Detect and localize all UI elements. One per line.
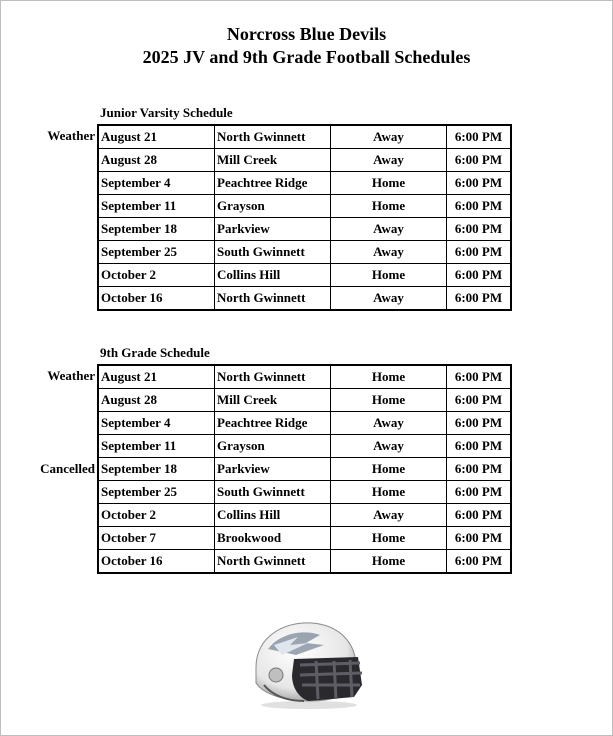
location-cell: Away <box>331 504 447 527</box>
date-cell: August 28 <box>98 389 215 412</box>
location-cell: Home <box>331 481 447 504</box>
opponent-cell: Collins Hill <box>215 504 331 527</box>
table-row <box>98 412 511 435</box>
date-cell: October 2 <box>98 504 215 527</box>
ninth-schedule-table <box>97 364 512 574</box>
ninth-schedule-title: 9th Grade Schedule <box>100 345 210 360</box>
table-row <box>98 218 511 241</box>
date-cell: September 11 <box>98 435 215 458</box>
date-cell: September 18 <box>98 458 215 481</box>
opponent-cell: Grayson <box>215 195 331 218</box>
time-cell: 6:00 PM <box>447 287 512 311</box>
table-row <box>98 504 511 527</box>
page-title: Norcross Blue Devils <box>226 24 387 44</box>
date-cell: September 25 <box>98 481 215 504</box>
game-status-note: Cancelled <box>40 460 95 476</box>
jv-schedule-title: Junior Varsity Schedule <box>100 105 233 120</box>
opponent-cell: South Gwinnett <box>215 241 331 264</box>
time-cell: 6:00 PM <box>447 481 512 504</box>
time-cell: 6:00 PM <box>447 195 512 218</box>
date-cell: September 4 <box>98 412 215 435</box>
opponent-cell: Peachtree Ridge <box>215 412 331 435</box>
location-cell: Away <box>331 125 447 149</box>
table-row <box>98 527 511 550</box>
time-cell: 6:00 PM <box>447 389 512 412</box>
location-cell: Away <box>331 287 447 311</box>
time-cell: 6:00 PM <box>447 458 512 481</box>
location-cell: Home <box>331 195 447 218</box>
location-cell: Home <box>331 264 447 287</box>
date-cell: August 28 <box>98 149 215 172</box>
opponent-cell: Mill Creek <box>215 149 331 172</box>
location-cell: Away <box>331 435 447 458</box>
opponent-cell: Grayson <box>215 435 331 458</box>
location-cell: Home <box>331 550 447 574</box>
date-cell: September 11 <box>98 195 215 218</box>
time-cell: 6:00 PM <box>447 550 512 574</box>
table-row <box>98 365 511 389</box>
table-row <box>98 458 511 481</box>
game-status-note: Weather <box>47 128 95 143</box>
opponent-cell: North Gwinnett <box>215 125 331 149</box>
table-row <box>98 481 511 504</box>
opponent-cell: Parkview <box>215 218 331 241</box>
time-cell: 6:00 PM <box>447 435 512 458</box>
table-row <box>98 287 511 311</box>
table-row <box>98 550 511 574</box>
location-cell: Away <box>331 149 447 172</box>
location-cell: Away <box>331 218 447 241</box>
date-cell: September 18 <box>98 218 215 241</box>
time-cell: 6:00 PM <box>447 125 512 149</box>
game-status-note: Weather <box>47 368 95 383</box>
opponent-cell: Peachtree Ridge <box>215 172 331 195</box>
table-row <box>98 149 511 172</box>
date-cell: October 16 <box>98 550 215 574</box>
opponent-cell: Parkview <box>215 458 331 481</box>
opponent-cell: Brookwood <box>215 527 331 550</box>
time-cell: 6:00 PM <box>447 172 512 195</box>
table-row <box>98 195 511 218</box>
time-cell: 6:00 PM <box>447 264 512 287</box>
time-cell: 6:00 PM <box>447 504 512 527</box>
location-cell: Home <box>331 172 447 195</box>
table-row <box>98 241 511 264</box>
location-cell: Home <box>331 389 447 412</box>
date-cell: October 16 <box>98 287 215 311</box>
football-helmet-icon <box>246 615 372 710</box>
table-row <box>98 172 511 195</box>
opponent-cell: Mill Creek <box>215 389 331 412</box>
page-subtitle: 2025 JV and 9th Grade Football Schedules <box>142 47 471 67</box>
opponent-cell: South Gwinnett <box>215 481 331 504</box>
time-cell: 6:00 PM <box>447 527 512 550</box>
time-cell: 6:00 PM <box>447 218 512 241</box>
time-cell: 6:00 PM <box>447 149 512 172</box>
opponent-cell: Collins Hill <box>215 264 331 287</box>
date-cell: August 21 <box>98 125 215 149</box>
jv-schedule-table <box>97 124 512 311</box>
time-cell: 6:00 PM <box>447 365 512 389</box>
location-cell: Home <box>331 527 447 550</box>
opponent-cell: North Gwinnett <box>215 365 331 389</box>
opponent-cell: North Gwinnett <box>215 287 331 311</box>
location-cell: Away <box>331 241 447 264</box>
date-cell: August 21 <box>98 365 215 389</box>
location-cell: Home <box>331 458 447 481</box>
location-cell: Away <box>331 412 447 435</box>
location-cell: Home <box>331 365 447 389</box>
date-cell: October 7 <box>98 527 215 550</box>
date-cell: October 2 <box>98 264 215 287</box>
opponent-cell: North Gwinnett <box>215 550 331 574</box>
table-row <box>98 264 511 287</box>
table-row <box>98 435 511 458</box>
table-row <box>98 125 511 149</box>
time-cell: 6:00 PM <box>447 241 512 264</box>
time-cell: 6:00 PM <box>447 412 512 435</box>
date-cell: September 4 <box>98 172 215 195</box>
date-cell: September 25 <box>98 241 215 264</box>
table-row <box>98 389 511 412</box>
